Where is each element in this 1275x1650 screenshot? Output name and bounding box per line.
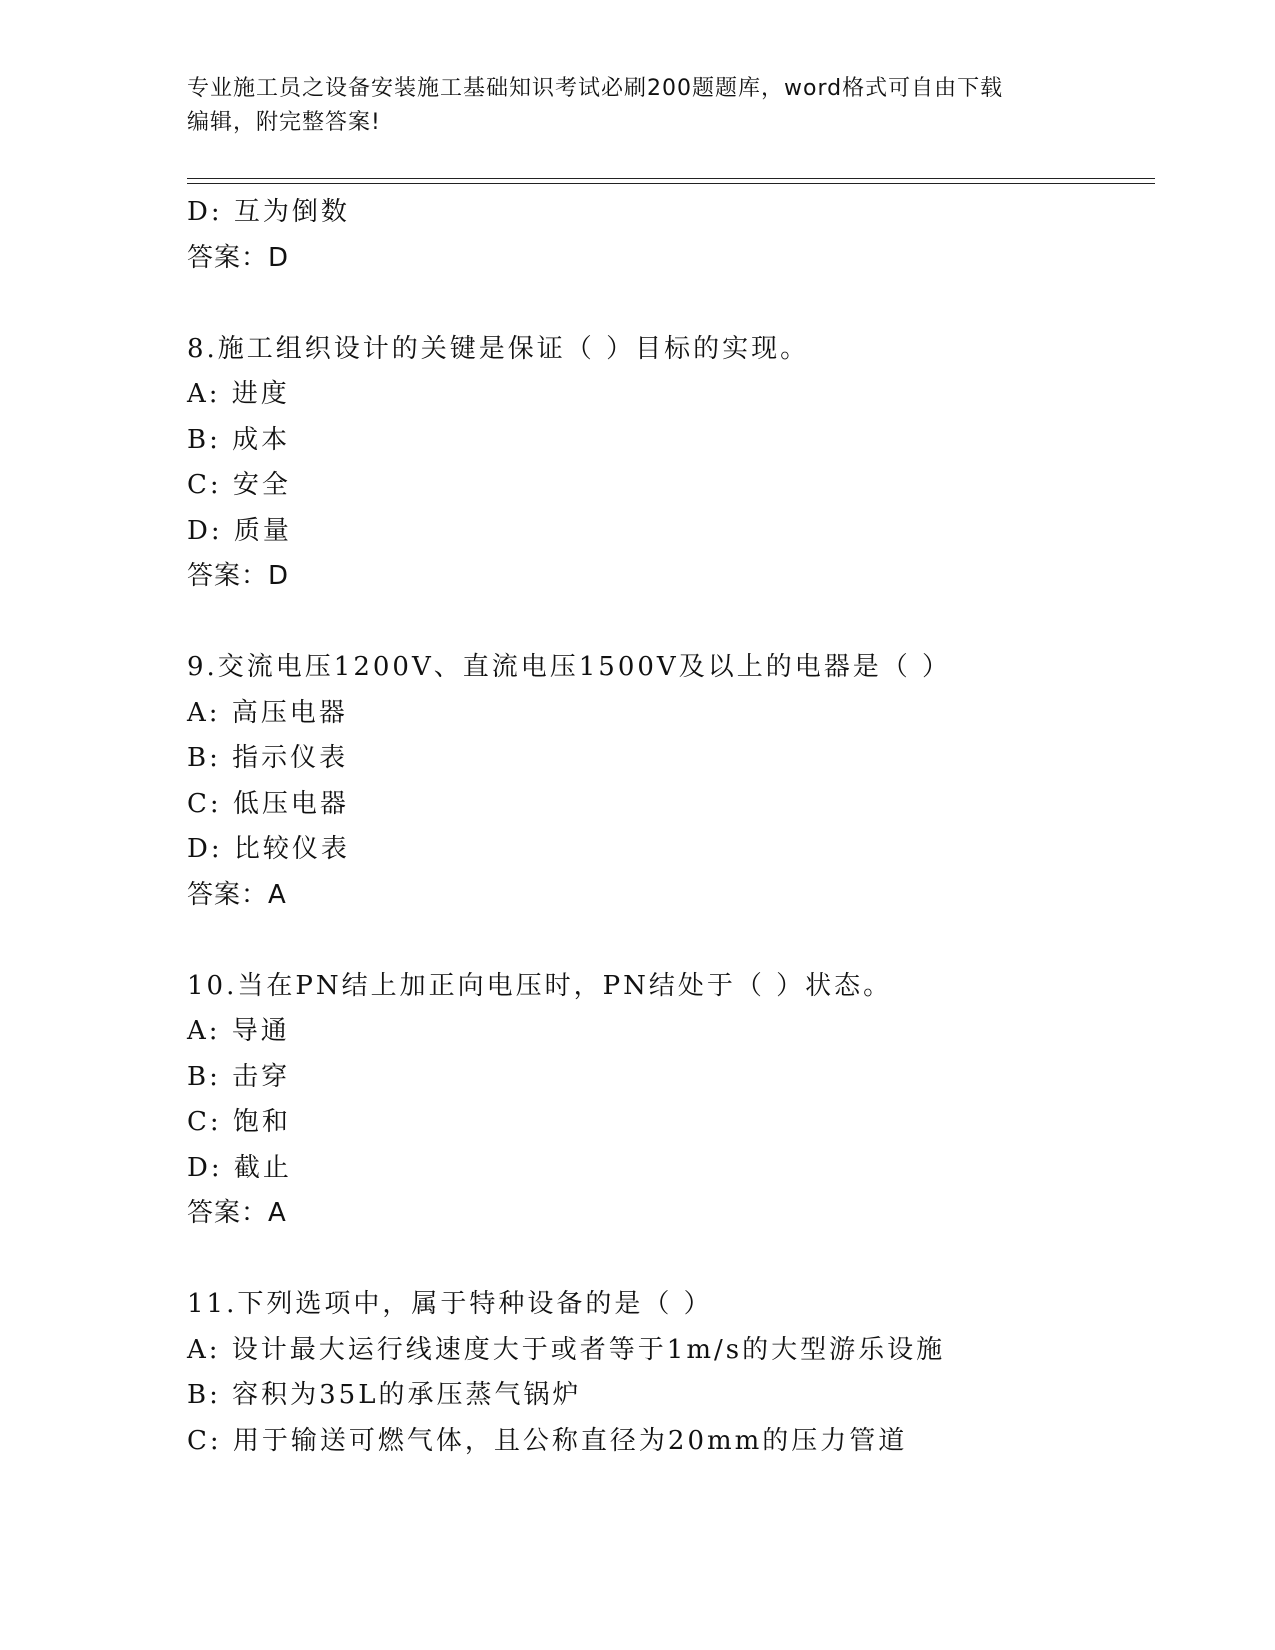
option-c: C: 饱和 [187, 1107, 291, 1137]
spacer [187, 1237, 1147, 1283]
question-11 [187, 1282, 1147, 1464]
answer-line: 答案：A [187, 879, 287, 910]
question-stem: 10.当在PN结上加正向电压时，PN结处于（ ）状态。 [187, 970, 893, 1001]
option-b: B: 容积为35L的承压蒸气锅炉 [187, 1380, 582, 1410]
spacer [187, 600, 1147, 646]
spacer [187, 281, 1147, 327]
option-d: D: 比较仪表 [187, 834, 350, 864]
question-9 [187, 645, 1147, 918]
answer-line: 答案：D [187, 242, 290, 273]
option-b: B: 指示仪表 [187, 743, 349, 773]
option-b: B: 成本 [187, 424, 291, 455]
header-line-1: 专业施工员之设备安装施工基础知识考试必刷200题题库，word格式可自由下载 [187, 76, 1004, 101]
header-divider-top [187, 178, 1155, 179]
document-header [187, 72, 1067, 140]
option-c: C: 用于输送可燃气体，且公称直径为20mm的压力管道 [187, 1425, 908, 1456]
option-d: D: 质量 [187, 515, 292, 546]
question-stem: 8.施工组织设计的关键是保证（ ）目标的实现。 [187, 333, 810, 364]
option-a: A: 导通 [187, 1016, 290, 1046]
question-7-tail [187, 190, 1147, 281]
question-list [187, 190, 1147, 1464]
option-c: C: 低压电器 [187, 788, 349, 819]
option-d: D: 截止 [187, 1152, 292, 1183]
question-stem: 11.下列选项中，属于特种设备的是（ ） [187, 1289, 713, 1319]
option-d: D: 互为倒数 [187, 197, 350, 227]
question-8 [187, 327, 1147, 600]
option-c: C: 安全 [187, 470, 291, 500]
answer-line: 答案：D [187, 561, 290, 591]
answer-line: 答案：A [187, 1198, 287, 1228]
option-a: A: 高压电器 [187, 697, 348, 728]
question-10 [187, 964, 1147, 1237]
option-a: A: 设计最大运行线速度大于或者等于1m/s的大型游乐设施 [187, 1334, 946, 1365]
spacer [187, 918, 1147, 964]
option-a: A: 进度 [187, 379, 290, 409]
header-line-2: 编辑，附完整答案! [187, 110, 381, 135]
header-divider-bottom [187, 183, 1155, 184]
option-b: B: 击穿 [187, 1061, 291, 1092]
question-stem: 9.交流电压1200V、直流电压1500V及以上的电器是（ ） [187, 652, 951, 682]
